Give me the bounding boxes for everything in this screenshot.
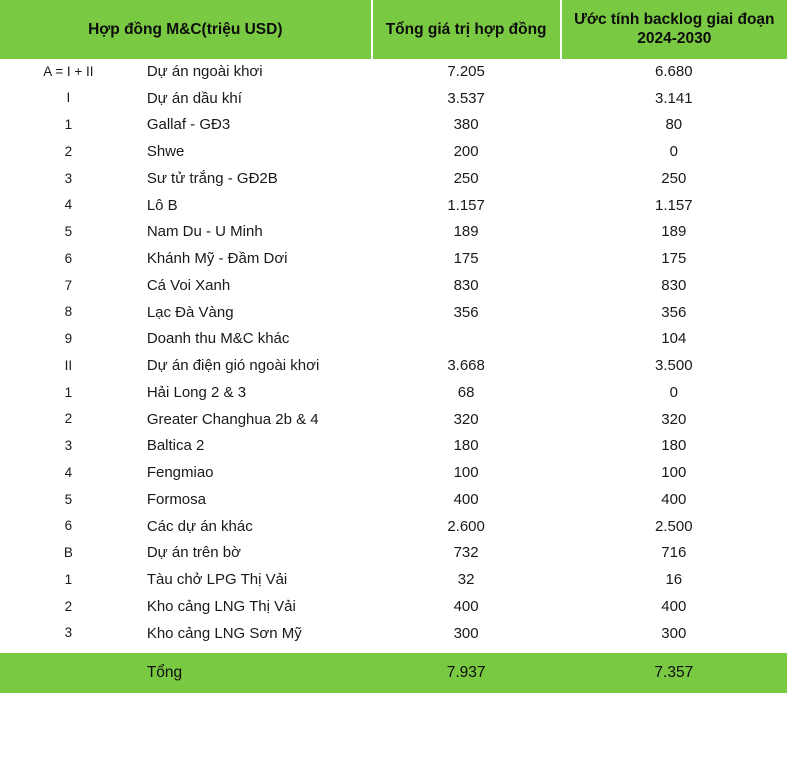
row-value: 3.668 — [372, 353, 561, 380]
table-row — [0, 59, 787, 86]
row-backlog: 400 — [561, 594, 787, 621]
row-value: 400 — [372, 487, 561, 514]
table-row — [0, 139, 787, 166]
header-backlog: Ước tính backlog giai đoạn 2024-2030 — [561, 0, 787, 59]
row-value: 180 — [372, 433, 561, 460]
row-value: 1.157 — [372, 193, 561, 220]
row-value: 250 — [372, 166, 561, 193]
row-backlog: 100 — [561, 460, 787, 487]
row-backlog: 180 — [561, 433, 787, 460]
row-name: Gallaf - GĐ3 — [139, 112, 372, 139]
row-value: 400 — [372, 594, 561, 621]
row-name: Baltica 2 — [139, 433, 372, 460]
row-value: 100 — [372, 460, 561, 487]
row-backlog: 300 — [561, 621, 787, 648]
row-value: 732 — [372, 540, 561, 567]
row-value: 3.537 — [372, 86, 561, 113]
row-code: 1 — [0, 112, 139, 139]
table-row — [0, 193, 787, 220]
table-row — [0, 594, 787, 621]
row-backlog: 250 — [561, 166, 787, 193]
row-value: 7.205 — [372, 59, 561, 86]
row-code: 1 — [0, 567, 139, 594]
row-name: Lô B — [139, 193, 372, 220]
header-total-value: Tổng giá trị hợp đồng — [372, 0, 561, 59]
row-value: 32 — [372, 567, 561, 594]
row-name: Khánh Mỹ - Đầm Dơi — [139, 246, 372, 273]
row-name: Cá Voi Xanh — [139, 273, 372, 300]
row-code: I — [0, 86, 139, 113]
row-backlog: 3.141 — [561, 86, 787, 113]
table-row — [0, 380, 787, 407]
table-row — [0, 300, 787, 327]
row-code: 6 — [0, 514, 139, 541]
row-value: 320 — [372, 407, 561, 434]
row-name: Tàu chở LPG Thị Vải — [139, 567, 372, 594]
row-backlog: 80 — [561, 112, 787, 139]
total-code — [0, 653, 139, 692]
row-value: 830 — [372, 273, 561, 300]
row-name: Dự án điện gió ngoài khơi — [139, 353, 372, 380]
row-code: II — [0, 353, 139, 380]
table-row — [0, 460, 787, 487]
row-backlog: 2.500 — [561, 514, 787, 541]
row-backlog: 0 — [561, 380, 787, 407]
table-row — [0, 621, 787, 648]
row-code: 2 — [0, 139, 139, 166]
table-row — [0, 540, 787, 567]
row-name: Hải Long 2 & 3 — [139, 380, 372, 407]
row-backlog: 16 — [561, 567, 787, 594]
row-code: 2 — [0, 407, 139, 434]
row-name: Dự án ngoài khơi — [139, 59, 372, 86]
row-code: 5 — [0, 487, 139, 514]
row-value: 189 — [372, 219, 561, 246]
row-backlog: 1.157 — [561, 193, 787, 220]
row-code: 9 — [0, 326, 139, 353]
row-value: 2.600 — [372, 514, 561, 541]
row-backlog: 189 — [561, 219, 787, 246]
header-title: Hợp đồng M&C(triệu USD) — [0, 0, 372, 59]
row-name: Nam Du - U Minh — [139, 219, 372, 246]
row-code: 6 — [0, 246, 139, 273]
row-code: 1 — [0, 380, 139, 407]
row-backlog: 175 — [561, 246, 787, 273]
table-row — [0, 433, 787, 460]
total-value: 7.937 — [372, 653, 561, 692]
row-value: 356 — [372, 300, 561, 327]
header-row — [0, 0, 787, 59]
row-backlog: 3.500 — [561, 353, 787, 380]
row-code: 3 — [0, 166, 139, 193]
row-backlog: 0 — [561, 139, 787, 166]
row-name: Formosa — [139, 487, 372, 514]
row-name: Các dự án khác — [139, 514, 372, 541]
row-backlog: 830 — [561, 273, 787, 300]
table-row — [0, 353, 787, 380]
row-code: 8 — [0, 300, 139, 327]
table-row — [0, 112, 787, 139]
row-value — [372, 326, 561, 353]
row-name: Kho cảng LNG Thị Vải — [139, 594, 372, 621]
row-backlog: 320 — [561, 407, 787, 434]
row-value: 175 — [372, 246, 561, 273]
row-name: Dự án dầu khí — [139, 86, 372, 113]
row-code: A = I + II — [0, 59, 139, 86]
table-row — [0, 86, 787, 113]
table-row — [0, 326, 787, 353]
row-code: B — [0, 540, 139, 567]
row-backlog: 6.680 — [561, 59, 787, 86]
row-backlog: 716 — [561, 540, 787, 567]
total-backlog: 7.357 — [561, 653, 787, 692]
row-code: 4 — [0, 460, 139, 487]
total-label: Tổng — [139, 653, 372, 692]
table-row — [0, 246, 787, 273]
table-row — [0, 514, 787, 541]
row-name: Greater Changhua 2b & 4 — [139, 407, 372, 434]
table-row — [0, 273, 787, 300]
total-row — [0, 653, 787, 692]
row-name: Lạc Đà Vàng — [139, 300, 372, 327]
row-code: 4 — [0, 193, 139, 220]
row-code: 5 — [0, 219, 139, 246]
table-row — [0, 407, 787, 434]
row-backlog: 104 — [561, 326, 787, 353]
row-name: Doanh thu M&C khác — [139, 326, 372, 353]
row-value: 380 — [372, 112, 561, 139]
row-code: 2 — [0, 594, 139, 621]
row-code: 7 — [0, 273, 139, 300]
row-name: Kho cảng LNG Sơn Mỹ — [139, 621, 372, 648]
table-row — [0, 567, 787, 594]
row-code: 3 — [0, 621, 139, 648]
row-code: 3 — [0, 433, 139, 460]
table-row — [0, 487, 787, 514]
table-row — [0, 166, 787, 193]
row-value: 68 — [372, 380, 561, 407]
row-name: Shwe — [139, 139, 372, 166]
row-value: 300 — [372, 621, 561, 648]
row-backlog: 400 — [561, 487, 787, 514]
table-body — [0, 59, 787, 693]
row-value: 200 — [372, 139, 561, 166]
table-header — [0, 0, 787, 59]
table-row — [0, 219, 787, 246]
row-name: Dự án trên bờ — [139, 540, 372, 567]
row-name: Fengmiao — [139, 460, 372, 487]
row-backlog: 356 — [561, 300, 787, 327]
row-name: Sư tử trắng - GĐ2B — [139, 166, 372, 193]
